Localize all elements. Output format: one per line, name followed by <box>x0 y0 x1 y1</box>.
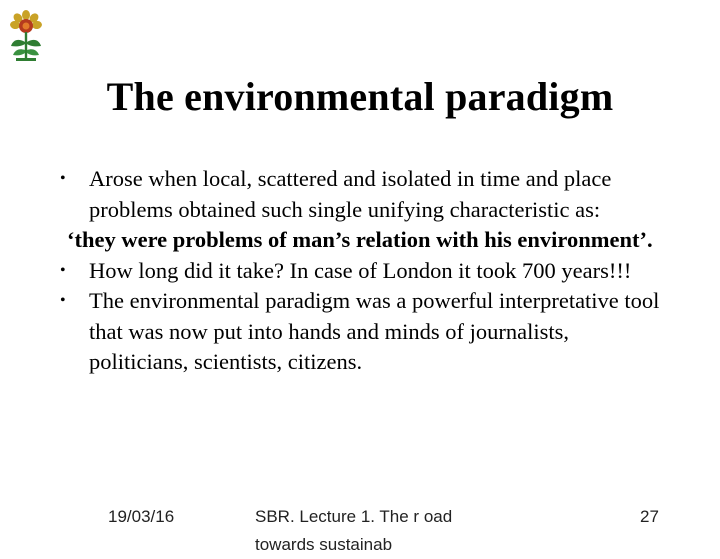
slide-body <box>60 164 670 378</box>
bullet-text-arose: Arose when local, scattered and isolated in time and place problems obtained such single unifying characteristic as: <box>89 166 612 222</box>
slide-title: The environmental paradigm <box>106 74 614 119</box>
bullet-text-london: How long did it take? In case of London it took 700 years!!! <box>89 257 632 283</box>
bullet-text-paradigm: The environmental paradigm was a powerful interpretative tool that was now put into hands and minds of journalists, politicians, scientists, citizens. <box>89 288 660 374</box>
bullet-item <box>60 164 670 225</box>
footer-caption: SBR. Lecture 1. The r oad towards sustainab <box>255 507 453 554</box>
bullet-marker: • <box>60 261 66 279</box>
footer-date: 19/03/16 <box>108 507 175 526</box>
flower-logo-icon <box>8 10 44 62</box>
bullet-marker: • <box>60 292 66 309</box>
slide-number: 27 <box>640 507 659 526</box>
bullet-marker: • <box>60 170 66 187</box>
quote-text: ‘they were problems of man’s relation with his environment’. <box>67 227 653 252</box>
bullet-item <box>60 256 670 287</box>
bullet-item <box>60 286 670 378</box>
